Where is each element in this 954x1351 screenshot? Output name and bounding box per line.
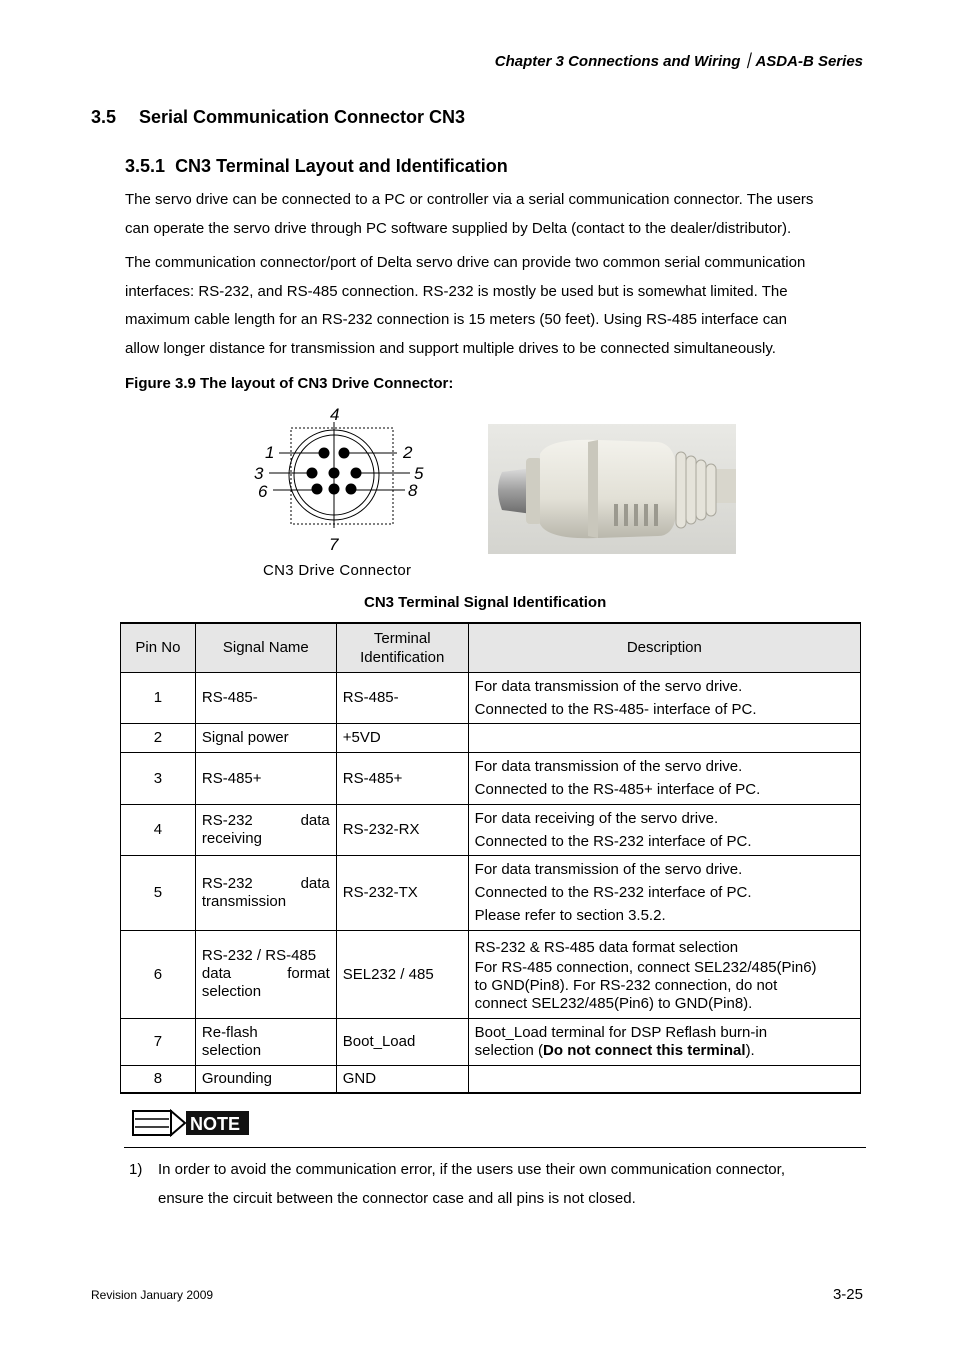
cell-pin: 5 [121,855,196,930]
table-header-row [121,623,861,672]
cell-description: RS-232 & RS-485 data format selection For RS-485 connection, connect SEL232/485(Pin6) to GND(Pin8). For RS-232 connection, do not connect SEL232/485(Pin6) to GND(Pin8). [468,930,860,1018]
paragraph-line: can operate the servo drive through PC software supplied by Delta (contact to the dealer/distributor). [125,219,792,237]
cell-pin: 2 [121,723,196,752]
cell-terminal: RS-485- [336,672,468,723]
note-item [129,1156,785,1213]
header-pin: Pin No [121,623,196,672]
connector-outline [291,428,393,524]
pin-label-5: 5 [414,464,424,483]
cn3-pin-diagram [245,400,445,560]
pin-label-7: 7 [329,535,339,554]
cell-pin: 4 [121,804,196,855]
subsection-title: CN3 Terminal Layout and Identification [175,156,508,176]
cell-pin: 1 [121,672,196,723]
subsection-heading [125,156,508,177]
paragraph-line: allow longer distance for transmission and support multiple drives to be connected simultaneously. [125,339,776,357]
cell-terminal: RS-232-TX [336,855,468,930]
pin-7 [329,484,340,495]
cell-signal: RS-232 data transmission [195,855,336,930]
pin-6 [312,484,323,495]
header-signal: Signal Name [195,623,336,672]
note-number: 1) [129,1161,143,1178]
section-number: 3.5 [91,107,117,127]
table-row [121,723,861,752]
pin-label-6: 6 [258,482,268,501]
pin-label-3: 3 [254,464,264,483]
cell-signal: RS-485+ [195,752,336,804]
cell-terminal: RS-232-RX [336,804,468,855]
cell-description: For data transmission of the servo drive. Connected to the RS-485+ interface of PC. [468,752,860,804]
pin-5 [351,468,362,479]
table-row [121,672,861,723]
section-heading [91,107,465,128]
cell-terminal: GND [336,1065,468,1093]
pin-4 [329,468,340,479]
pin-2 [339,448,350,459]
cell-description [468,1065,860,1093]
cell-terminal: Boot_Load [336,1018,468,1065]
cell-pin: 3 [121,752,196,804]
header-terminal: Terminal Identification [336,623,468,672]
pin-label-8: 8 [408,481,418,500]
cell-pin: 6 [121,930,196,1018]
cell-description [468,723,860,752]
paragraph-line: The servo drive can be connected to a PC or controller via a serial communication connector. The users [125,191,814,208]
note-label: NOTE [190,1114,241,1134]
cell-description: For data transmission of the servo drive. Connected to the RS-485- interface of PC. [468,672,860,723]
table-row [121,1065,861,1093]
cell-signal: RS-232 data receiving [195,804,336,855]
cell-description: For data transmission of the servo drive. Connected to the RS-232 interface of PC. Please refer to section 3.5.2. [468,855,860,930]
paragraph-2 [125,249,870,363]
signal-table [120,622,861,1094]
note-line-text: ensure the circuit between the connector case and all pins is not closed. [158,1189,636,1207]
cell-signal: Signal power [195,723,336,752]
paragraph-line: maximum cable length for an RS-232 connection is 15 meters (50 feet). Using RS-485 interface can [125,311,787,328]
note-arrow-icon [133,1111,171,1135]
diagram-caption: CN3 Drive Connector [263,562,412,579]
table-row [121,804,861,855]
cell-signal: RS-485- [195,672,336,723]
table-row [121,752,861,804]
warning-text: Do not connect this terminal [543,1041,746,1059]
table-title: CN3 Terminal Signal Identification [364,594,607,611]
table-row [121,1018,861,1065]
footer-page-number: 3-25 [832,1286,863,1303]
pin-label-4: 4 [330,405,340,424]
pin-1 [319,448,330,459]
cell-pin: 8 [121,1065,196,1093]
cell-signal: RS-232 / RS-485 data format selection [195,930,336,1018]
running-header: Chapter 3 Connections and Wiring｜ASDA-B Series [494,53,863,70]
pin-3 [307,468,318,479]
subsection-number: 3.5.1 [125,156,166,176]
section-title: Serial Communication Connector CN3 [139,107,466,127]
note-line-text: In order to avoid the communication error, if the users use their own communication connector, [158,1161,785,1178]
cell-signal: Re-flash selection [195,1018,336,1065]
table-row [121,855,861,930]
pin-8 [346,484,357,495]
cell-signal: Grounding [195,1065,336,1093]
cell-terminal: +5VD [336,723,468,752]
note-badge [130,1109,250,1137]
paragraph-line: The communication connector/port of Delta servo drive can provide two common serial communication [125,254,806,271]
cn3-connector-photo [488,424,736,554]
cell-terminal: RS-485+ [336,752,468,804]
cell-description: For data receiving of the servo drive. Connected to the RS-232 interface of PC. [468,804,860,855]
figure-caption: Figure 3.9 The layout of CN3 Drive Connector: [125,375,454,392]
cell-description: Boot_Load terminal for DSP Reflash burn-in selection (Do not connect this terminal). [468,1018,860,1065]
note-divider [124,1147,866,1148]
pin-label-1: 1 [265,443,275,462]
cell-pin: 7 [121,1018,196,1065]
table-row [121,930,861,1018]
cell-terminal: SEL232 / 485 [336,930,468,1018]
pin-label-2: 2 [403,443,413,462]
paragraph-1 [125,186,870,243]
header-description: Description [468,623,860,672]
paragraph-line: interfaces: RS-232, and RS-485 connection. RS-232 is mostly be used but is somewhat limited. The [125,282,788,300]
footer-revision: Revision January 2009 [91,1288,214,1302]
